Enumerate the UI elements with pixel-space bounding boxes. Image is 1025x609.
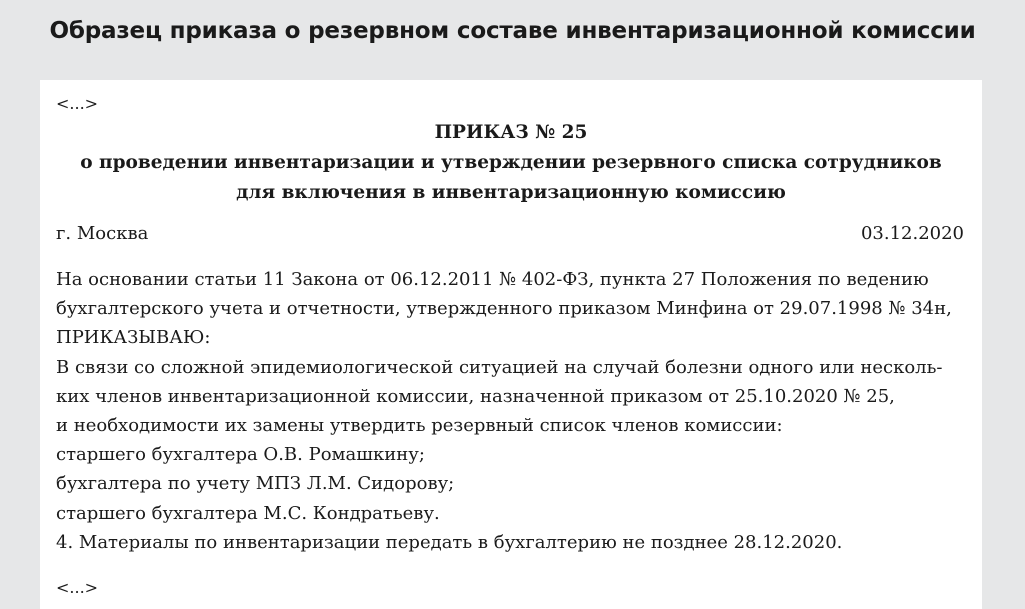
- order-title-block: [40, 118, 982, 208]
- body-line: старшего бухгалтера М.С. Кондратьеву.: [56, 502, 440, 524]
- body-line: На основании статьи 11 Закона от 06.12.2011 № 402-ФЗ, пункта 27 Положения по ведению: [56, 269, 929, 290]
- body-line: ких членов инвентаризационной комиссии, назначенной приказом от 25.10.2020 № 25,: [56, 385, 895, 407]
- body-line: ПРИКАЗЫВАЮ:: [56, 327, 211, 349]
- body-line: 4. Материалы по инвентаризации передать в бухгалтерию не позднее 28.12.2020.: [56, 531, 843, 553]
- body-line: и необходимости их замены утвердить резервный список членов комиссии:: [56, 415, 783, 437]
- page-title: Образец приказа о резервном составе инвентаризационной комиссии: [49, 18, 976, 44]
- order-number: ПРИКАЗ № 25: [434, 122, 588, 143]
- order-date: 03.12.2020: [860, 223, 964, 244]
- city-label: г. Москва: [56, 223, 149, 244]
- body-line: бухгалтерского учета и отчетности, утвержденного приказом Минфина от 29.07.1998 № 34н,: [56, 298, 952, 320]
- document-sheet: [40, 80, 982, 609]
- order-subtitle-line: для включения в инвентаризационную комиссию: [236, 182, 786, 203]
- omission-marker-bottom: <...>: [56, 578, 99, 597]
- body-line: В связи со сложной эпидемиологической ситуацией на случай болезни одного или несколь-: [56, 356, 943, 378]
- body-line: старшего бухгалтера О.В. Ромашкину;: [56, 444, 425, 466]
- omission-marker-top: <...>: [56, 94, 99, 113]
- body-line: бухгалтера по учету МПЗ Л.М. Сидорову;: [56, 473, 455, 495]
- order-body: [56, 265, 964, 557]
- order-subtitle-line: о проведении инвентаризации и утверждении резервного списка сотрудников: [80, 152, 942, 173]
